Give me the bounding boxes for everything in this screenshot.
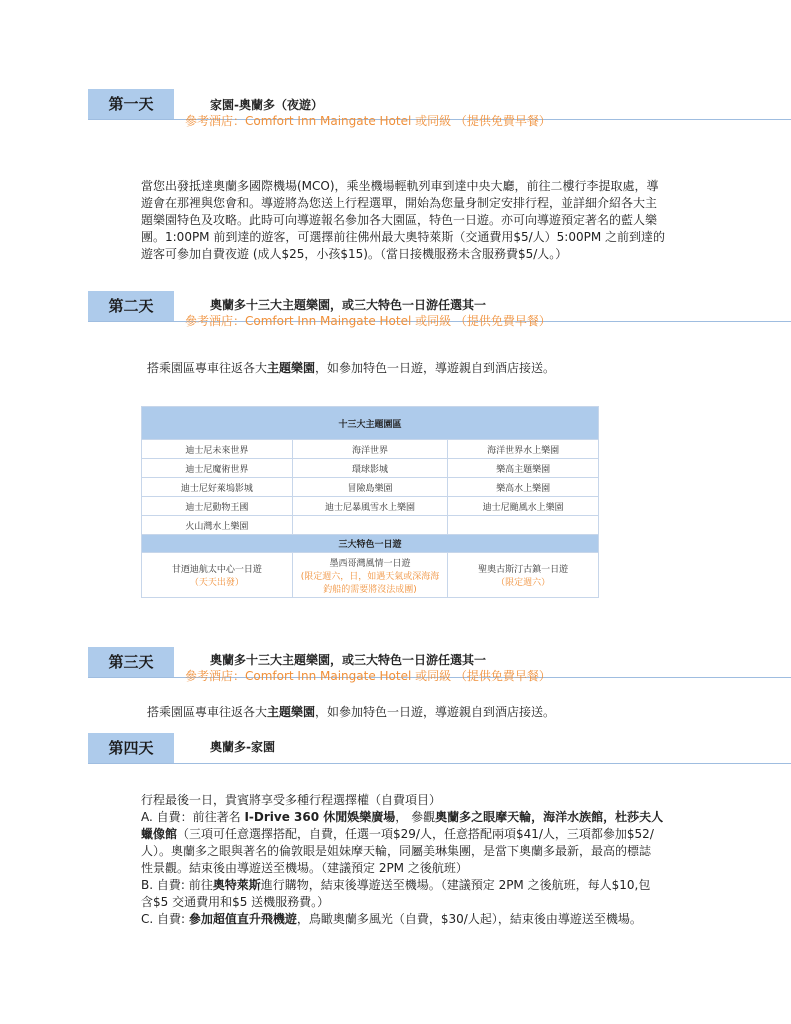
day4-description: [141, 792, 711, 928]
day2-text: 搭乘園區專車往返各大: [147, 361, 268, 375]
table-cell: 迪士尼好萊塢影城: [142, 478, 293, 497]
day4-badge: 第四天: [88, 733, 174, 763]
option-b-line: 含$5 交通費用和$5 送機服務費。）: [141, 895, 330, 909]
option-c-bold: 參加超值直升飛機遊: [188, 912, 297, 926]
day1-line: 題樂園特色及攻略。此時可向導遊報名參加各大園區，特色一日遊。亦可向導遊預定著名的藍人樂: [141, 213, 658, 227]
option-c-text: ，鳥瞰奧蘭多風光（自費，$30/人起），結束後由導遊送至機場。: [296, 912, 642, 926]
day4-intro: 行程最後一日，貴賓將享受多種行程選擇權（自費項目）: [141, 793, 442, 807]
day2-description: [147, 360, 707, 377]
day3-text-bold: 主題樂園: [267, 705, 316, 719]
table-cell: 迪士尼颱風水上樂園: [448, 497, 599, 516]
day3-badge: 第三天: [88, 647, 174, 677]
table-cell: 迪士尼未來世界: [142, 440, 293, 459]
special-tour-note: (限定週六，日，如遇天氣或深海海釣船的需要將沒法成團): [300, 571, 440, 595]
day2-badge: 第二天: [88, 291, 174, 321]
day1-line: 當您出發抵達奧蘭多國際機場(MCO)，乘坐機場輕軌列車到達中央大廳，前往二樓行李提取處，導: [141, 179, 659, 193]
table-row: [142, 516, 599, 535]
table-row: [142, 440, 599, 459]
day3-text-end: ，如參加特色一日遊，導遊親自到酒店接送。: [315, 705, 556, 719]
option-a-line: 性景觀。結束後由導遊送至機場。（建議預定 2PM 之後航班）: [141, 861, 468, 875]
day3-title: 奧蘭多十三大主題樂園，或三大特色一日游任選其一: [210, 653, 487, 667]
day2-title: 奧蘭多十三大主題樂園，或三大特色一日游任選其一: [210, 298, 487, 312]
option-b-bold: 奧特萊斯: [212, 878, 261, 892]
table-cell: 樂高主題樂園: [448, 459, 599, 478]
table-cell: 迪士尼動物王國: [142, 497, 293, 516]
option-a-line: 人）。奧蘭多之眼與著名的倫敦眼是姐妹摩天輪，同屬美琳集團，是當下奧蘭多最新，最高的標誌: [141, 844, 652, 858]
option-b-text: B. 自費: 前往: [141, 878, 213, 892]
table-row: [142, 497, 599, 516]
table-cell: [292, 516, 447, 535]
parks-table-header: 十三大主題園區: [142, 407, 599, 440]
day1-line: 團。1:00PM 前到達的遊客，可選擇前往佛州最大奧特萊斯（交通費用$5/人）5:00PM 之前到達的: [141, 230, 666, 244]
day3-text: 搭乘園區專車往返各大: [147, 705, 268, 719]
table-cell: [448, 516, 599, 535]
day2-text-bold: 主題樂園: [267, 361, 316, 375]
option-c: [141, 911, 711, 928]
day1-hotel: 參考酒店：Comfort Inn Maingate Hotel 或同級 （提供免費早餐）: [185, 114, 551, 128]
option-a: [141, 809, 711, 826]
option-a-bold: 奧蘭多之眼摩天輪，海洋水族館，杜莎夫人: [435, 810, 664, 824]
option-a-text: A. 自費：前往著名: [141, 810, 245, 824]
day4-divider: [88, 763, 791, 764]
option-a-bold: 蠟像館: [141, 827, 178, 841]
table-cell: 迪士尼魔術世界: [142, 459, 293, 478]
parks-table: [141, 406, 599, 598]
day4-title: 奧蘭多-家園: [210, 740, 275, 754]
table-cell: 冒險島樂園: [292, 478, 447, 497]
special-tour-note: （天天出發）: [189, 578, 244, 588]
option-a-text: （三項可任意選擇搭配，自費，任選一項$29/人，任意搭配兩項$41/人，三項都參加$52/: [177, 827, 654, 841]
day2-text-end: ，如參加特色一日遊，導遊親自到酒店接送。: [315, 361, 556, 375]
option-c-text: C. 自費:: [141, 912, 189, 926]
option-a-text: ， 參觀: [395, 810, 436, 824]
table-cell: 迪士尼暴風雪水上樂園: [292, 497, 447, 516]
special-tour-cell: [448, 553, 599, 598]
day1-badge: 第一天: [88, 89, 174, 119]
special-tour-cell: [142, 553, 293, 598]
day1-line: 遊會在那裡與您會和。導遊將為您送上行程選單，開始為您量身制定安排行程，並詳細介紹各大主: [141, 196, 658, 210]
table-cell: 環球影城: [292, 459, 447, 478]
special-tours-row: [142, 553, 599, 598]
table-cell: 海洋世界水上樂園: [448, 440, 599, 459]
special-tour-cell: [292, 553, 447, 598]
day1-title: 家園-奧蘭多（夜遊）: [210, 98, 323, 112]
special-tour-name: 墨西哥灣風情一日遊: [329, 558, 411, 569]
option-b: [141, 877, 711, 894]
option-a-bold: I-Drive 360 休閒娛樂廣場: [244, 810, 396, 824]
table-cell: 樂高水上樂園: [448, 478, 599, 497]
day1-description: [141, 178, 721, 263]
day3-hotel: 參考酒店：Comfort Inn Maingate Hotel 或同級 （提供免費早餐）: [185, 669, 551, 683]
special-tour-note: （限定週六）: [496, 578, 551, 588]
table-cell: 海洋世界: [292, 440, 447, 459]
table-row: [142, 478, 599, 497]
special-tours-header: 三大特色一日遊: [142, 535, 599, 553]
special-tour-name: 甘迺迪航太中心一日遊: [171, 565, 262, 575]
option-b-text: 進行購物，結束後導遊送至機場。（建議預定 2PM 之後航班，每人$10,包: [260, 878, 651, 892]
option-a-cont: [141, 826, 711, 843]
special-tour-name: 聖奧古斯汀古鎮一日遊: [478, 565, 569, 575]
day4-header: [88, 733, 791, 765]
table-cell: 火山灣水上樂園: [142, 516, 293, 535]
day2-hotel: 參考酒店：Comfort Inn Maingate Hotel 或同級 （提供免費早餐）: [185, 314, 551, 328]
table-row: [142, 459, 599, 478]
day1-line: 遊客可參加自費夜遊 (成人$25，小孩$15)。（當日接機服務未含服務費$5/人。）: [141, 247, 568, 261]
day3-description: [147, 704, 707, 721]
